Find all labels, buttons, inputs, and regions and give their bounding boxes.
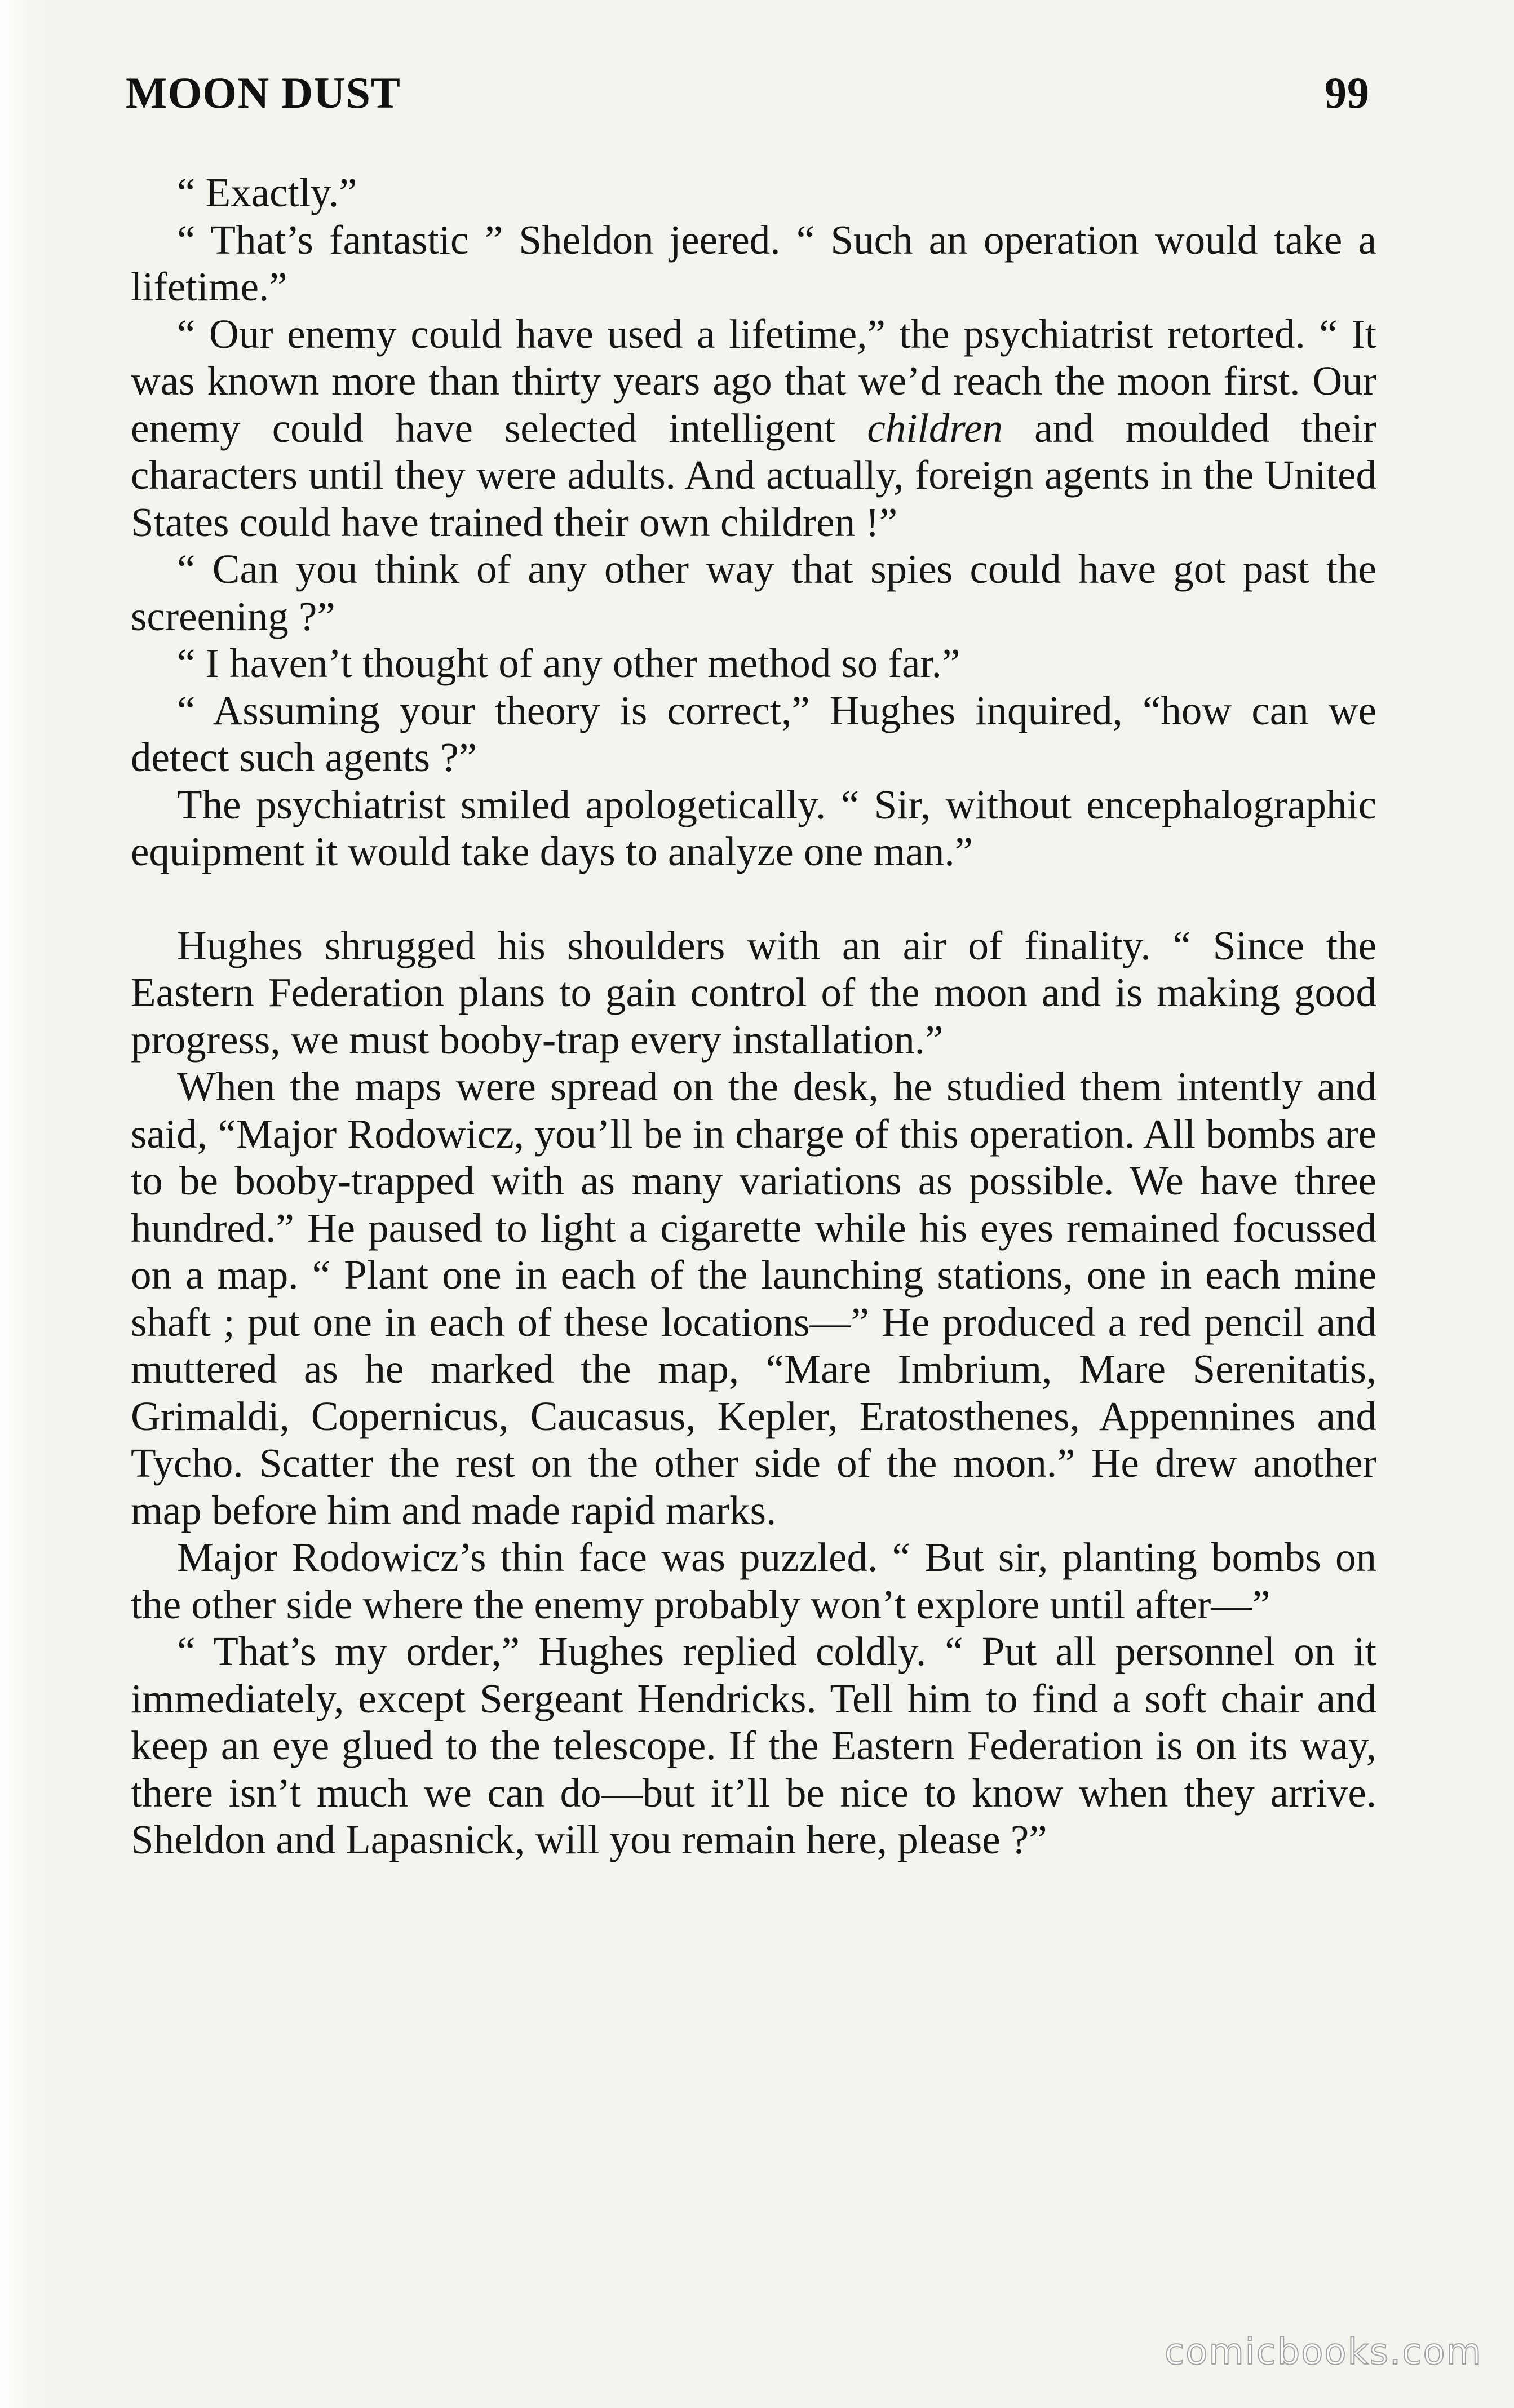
paragraph: “ I haven’t thought of any other method so far.” — [177, 640, 960, 686]
paragraph: The psychiatrist smiled apologetically. “ Sir, without encephalographic equipment it would take days to analyze one man.” — [131, 781, 1376, 874]
watermark: comicbooks.com — [1164, 2331, 1482, 2373]
running-title: MOON DUST — [126, 68, 401, 117]
paragraph: When the maps were spread on the desk, he studied them intently and said, “Major Rodowicz, you’ll be in charge of this operation. All bombs are to be booby-trapped with as many variations as possible. We have three hundred.” He paused to light a cigarette while his eyes remained focussed on a map. “ Plant one in each of the launching stations, one in each mine shaft ; put one in each of these locations—” He produced a red pencil and muttered as he marked the map, “Mare Imbrium, Mare Serenitatis, Grimaldi, Copernicus, Caucasus, Kepler, Eratosthenes, Appennines and Tycho. Scatter the rest on the other side of the moon.” He drew another map before him and made rapid marks. — [131, 1064, 1376, 1533]
page-number: 99 — [1325, 68, 1370, 117]
paragraph-text: “ Our enemy could have used a lifetime,” the psychiatrist retorted. “ It was known more than thirty years ago that we’d reach the moon first. Our enemy could have selected intelligent — [131, 311, 1376, 451]
running-head — [126, 68, 1370, 130]
paragraph — [131, 311, 1376, 546]
paragraph: Hughes shrugged his shoulders with an air of finality. “ Since the Eastern Federation plans to gain control of the moon and is making good progress, we must booby-trap every installation.” — [131, 922, 1376, 1063]
paragraph-text: and moulded their characters until they were adults. And actually, foreign agents in the United States could have trained their own children !” — [131, 405, 1377, 545]
paragraph: “ That’s my order,” Hughes replied coldly. “ Put all personnel on it immediately, except Sergeant Hendricks. Tell him to find a soft chair and keep an eye glued to the telescope. If the Eastern Federation is on its way, there isn’t much we can do—but it’ll be nice to know when they arrive. Sheldon and Lapasnick, will you remain here, please ?” — [131, 1628, 1376, 1862]
italic-word: children — [867, 405, 1003, 451]
paragraph: “ Assuming your theory is correct,” Hughes inquired, “how can we detect such agents ?” — [131, 687, 1376, 780]
paragraph: “ Exactly.” — [177, 170, 357, 215]
page-gutter — [0, 0, 51, 2408]
paragraph: “ Can you think of any other way that spies could have got past the screening ?” — [131, 546, 1376, 639]
body-text — [131, 169, 1376, 1863]
paragraph: Major Rodowicz’s thin face was puzzled. “ But sir, planting bombs on the other side where the enemy probably won’t explore until after—” — [131, 1534, 1376, 1627]
paragraph: “ That’s fantastic ” Sheldon jeered. “ Such an operation would take a lifetime.” — [131, 216, 1376, 309]
